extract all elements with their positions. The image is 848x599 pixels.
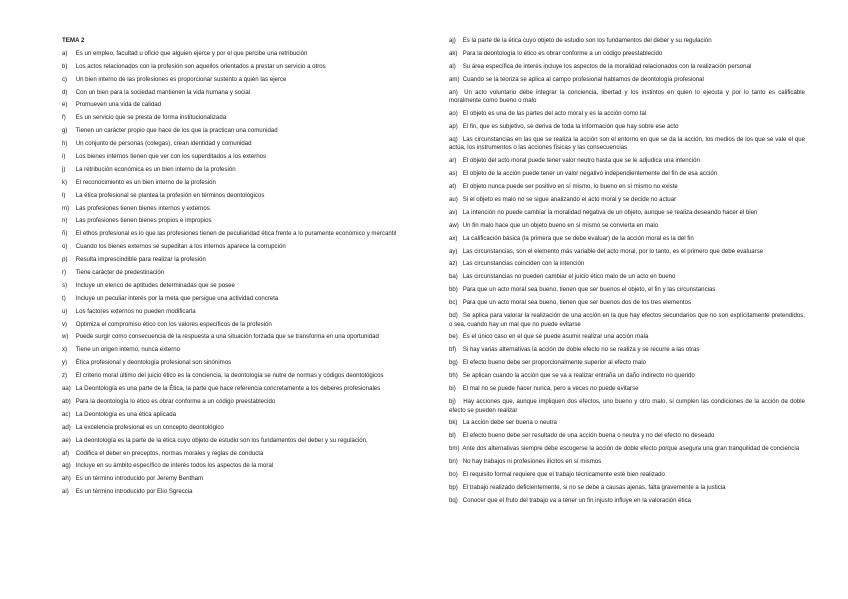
statement-item	[449, 333, 805, 342]
statement-label: bn)	[449, 458, 458, 466]
statement-item	[449, 260, 805, 269]
statement-label: ad)	[62, 423, 71, 431]
statement-item	[62, 385, 418, 394]
statement-label: bd)	[449, 312, 458, 319]
statement-label: bq)	[449, 496, 458, 504]
statement-text: Incluye un elenco de aptitudes determinadas que se posee	[75, 281, 235, 289]
statement-item	[449, 63, 805, 72]
statement-label: j)	[62, 165, 66, 173]
statement-text: Optimiza el compromiso ético con los valores específicos de la profesión	[75, 320, 272, 328]
statement-label: y)	[62, 359, 68, 367]
statement-item	[62, 76, 418, 85]
statement-text: Un fin malo hace que un objeto bueno en sí mismo se convierta en malo	[462, 221, 659, 229]
statement-item	[62, 50, 418, 59]
statement-text: Se aplican cuando la acción que se va a realizar entraña un daño indirecto no querido	[462, 372, 695, 380]
statement-label: z)	[62, 372, 68, 380]
statement-item	[449, 419, 805, 428]
statement-label: aq)	[449, 135, 458, 143]
statement-text: Puede surgir como consecuencia de la respuesta a una situación forzada que se transforma en una oportunidad	[75, 333, 379, 341]
statement-label: p)	[62, 256, 68, 264]
statement-text: El efecto bueno debe ser resultado de una acción buena o neutra y no del efecto no deseado	[462, 432, 715, 440]
statement-item	[62, 256, 418, 265]
statement-label: ap)	[449, 122, 458, 130]
statement-text: Cuando los bienes externos se supeditan a los internos aparece la corrupción	[75, 243, 286, 251]
statement-text: Las circunstancias coinciden con la intención	[462, 260, 585, 268]
statement-label: ax)	[449, 234, 458, 242]
statement-text: Si el objeto es malo no se sigue analizando el acto moral y se decide no actuar	[462, 195, 677, 203]
right-column	[449, 37, 805, 510]
statement-label: as)	[449, 170, 458, 178]
statement-item	[449, 299, 805, 308]
statement-label: e)	[62, 101, 68, 109]
statement-text: El efecto bueno debe ser proporcionalmente superior al efecto malo	[462, 359, 646, 367]
statement-item	[449, 273, 805, 282]
statement-label: a)	[62, 49, 68, 57]
statement-label: af)	[62, 449, 70, 457]
statement-text: Las circunstancias en las que se realiza la acción son el entorno en que se da la acción, los medios de los que se vale el que actúa, los instrumentos o las acciones físicas y las consecuencias	[449, 135, 805, 152]
statement-item	[62, 488, 418, 497]
statement-text: El objeto nunca puede ser positivo en sí mismo, lo bueno en sí mismo no existe	[462, 183, 678, 191]
statement-text: Si hay varias alternativas la acción de doble efecto no se realiza y se recurre a las otras	[462, 346, 700, 354]
statement-item	[62, 398, 418, 407]
statement-item	[449, 235, 805, 244]
statement-item	[62, 346, 418, 355]
statement-item	[62, 333, 418, 342]
statement-item	[449, 286, 805, 295]
statement-text: Las circunstancias no pueden cambiar el juicio ético malo de un acto en bueno	[462, 273, 676, 281]
statement-text: Es un término introducido por Elio Sgreccia	[75, 488, 193, 496]
statement-text: No hay trabajos ni profesiones ilícitos en sí mismos	[462, 458, 602, 466]
statement-label: ay)	[449, 247, 458, 255]
statement-item	[449, 37, 805, 46]
statement-text: Los bienes internos tienen que ver con los superditados a los externos	[75, 153, 267, 161]
statement-item	[62, 308, 418, 317]
right-question-list	[449, 37, 805, 505]
statement-text: Cuando se la teoriza se aplica al campo profesional hablamos de deontología profesional	[462, 75, 704, 83]
statement-label: h)	[62, 140, 68, 148]
statement-text: Tiene un origen interno, nunca externo	[75, 346, 181, 354]
statement-text: Ante dos alternativas siempre debe escogerse la acción de doble efecto porque asegura una gran tranquilidad de conciencia	[462, 445, 800, 453]
statement-label: au)	[449, 195, 458, 203]
statement-item	[449, 136, 805, 153]
statement-label: d)	[62, 88, 68, 96]
statement-item	[62, 153, 418, 162]
statement-text: Es la parte de la ética cuyo objeto de estudio son los fundamentos del deber y su regulación	[462, 37, 712, 44]
statement-item	[62, 411, 418, 420]
statement-item	[449, 170, 805, 179]
statement-item	[449, 89, 805, 106]
statement-text: Tiene carácter de predestinación	[75, 269, 165, 277]
statement-item	[449, 312, 805, 329]
statement-label: bf)	[449, 346, 457, 354]
statement-label: b)	[62, 62, 68, 70]
statement-item	[449, 110, 805, 119]
statement-item	[62, 101, 418, 110]
left-column	[62, 37, 418, 501]
statement-item	[62, 127, 418, 136]
statement-label: bj)	[449, 397, 456, 405]
statement-text: El objeto es una de las partes del acto moral y es la acción como tal	[462, 110, 647, 118]
statement-text: Los actos relacionados con la profesión son aquellos orientados a prestar un servicio a otros	[75, 62, 326, 70]
statement-item	[62, 359, 418, 368]
statement-text: Ética profesional y deontología profesional son sinónimos	[75, 359, 232, 367]
statement-label: f)	[62, 114, 66, 122]
statement-item	[449, 50, 805, 59]
statement-item	[62, 166, 418, 175]
statement-label: w)	[62, 333, 69, 341]
statement-item	[62, 205, 418, 214]
statement-label: i)	[62, 153, 66, 161]
statement-item	[449, 385, 805, 394]
statement-label: ba)	[449, 273, 458, 281]
statement-text: Es el único caso en el que se puede asumir realizar una acción mala	[462, 333, 649, 341]
statement-item	[62, 243, 418, 252]
statement-item	[449, 445, 805, 454]
statement-item	[62, 217, 418, 226]
statement-text: Se aplica para valorar la realización de una acción en la que hay efectos secundarios que no son explícitamente pretendidos, o sea, cuando hay un mal que no puede evitarse	[449, 312, 805, 328]
statement-label: aj)	[449, 37, 456, 44]
statement-text: Un acto voluntario debe integrar la conciencia, libertad y los instintos en quien lo ejecuta y por lo tanto es calificable moralmente como bueno o malo	[449, 88, 805, 105]
statement-text: La Deontología es una parte de la Ética, la parte que hace referencia concretamente a los deberes profesionales	[75, 385, 381, 393]
statement-item	[449, 346, 805, 355]
statement-label: bb)	[449, 286, 458, 294]
statement-item	[62, 282, 418, 291]
statement-label: bi)	[449, 385, 456, 393]
statement-text: La deontología es la parte de la ética cuyo objeto de estudio son los fundamentos del deber y su regulación.	[75, 436, 368, 444]
statement-item	[62, 63, 418, 72]
statement-item	[62, 140, 418, 149]
statement-label: bc)	[449, 299, 458, 307]
statement-text: Las profesiones tienen bienes propios e impropios	[75, 217, 212, 225]
statement-text: El requisito formal requiere que el trabajo técnicamente esté bien realizado	[462, 470, 665, 478]
statement-text: El objeto del acto moral puede tener valor neutro hasta que se le adjudica una intención	[462, 157, 700, 165]
statement-text: Promueven una vida de calidad	[75, 101, 162, 109]
statement-item	[62, 321, 418, 330]
statement-label: am)	[449, 75, 460, 83]
statement-label: bk)	[449, 419, 458, 427]
statement-item	[449, 183, 805, 192]
statement-item	[449, 372, 805, 381]
statement-label: bh)	[449, 372, 458, 380]
statement-text: Para que un acto moral sea bueno, tienen que ser buenos dos de los tres elementos	[462, 299, 692, 307]
statement-text: Un bien interno de las profesiones es proporcionar sustento a quién las ejerce	[75, 75, 287, 83]
statement-item	[62, 295, 418, 304]
statement-text: El objeto de la acción puede tener un valor negativo independientemente del fin de esa acción	[462, 170, 718, 178]
left-question-list	[62, 50, 418, 497]
statement-label: ag)	[62, 462, 71, 470]
statement-item	[62, 179, 418, 188]
statement-label: bl)	[449, 432, 456, 440]
statement-item	[62, 89, 418, 98]
statement-text: La calificación básica (la primera que se debe evaluar) de la acción moral es la del fin	[462, 234, 694, 242]
statement-item	[62, 437, 418, 446]
statement-label: bo)	[449, 470, 458, 478]
statement-text: El fin, que es subjetivo, se deriva de toda la información que hay sobre ese acto	[462, 122, 679, 130]
statement-text: El criterio moral último del juicio ético es la conciencia, la deontología se nutre de normas y códigos deontológicos	[75, 372, 384, 380]
statement-label: bp)	[449, 483, 458, 491]
statement-item	[449, 123, 805, 132]
statement-label: aa)	[62, 385, 71, 393]
statement-text: Un conjunto de personas (colegas), crean identidad y comunidad	[75, 140, 252, 148]
statement-text: El ethos profesional es lo que las profesiones tienen de peculiaridad ética frente a lo puramente económico y mercantil	[75, 230, 397, 238]
statement-item	[62, 372, 418, 381]
statement-label: be)	[449, 333, 458, 341]
statement-item	[449, 458, 805, 467]
statement-text: La retribución económica es un bien interno de la profesión	[75, 165, 236, 173]
statement-text: Incluye en su ámbito específico de interés todos los aspectos de la moral	[75, 462, 274, 470]
statement-item	[449, 359, 805, 368]
statement-item	[449, 209, 805, 218]
statement-item	[449, 76, 805, 85]
statement-label: l)	[62, 191, 66, 199]
statement-text: Para la deontología lo ético es obrar conforme a un código preestablecido	[462, 49, 663, 57]
statement-label: t)	[62, 294, 66, 302]
statement-item	[449, 157, 805, 166]
statement-item	[449, 471, 805, 480]
document-title: TEMA 2	[62, 37, 85, 44]
statement-label: bm)	[449, 445, 460, 453]
statement-label: ao)	[449, 110, 458, 118]
statement-item	[62, 192, 418, 201]
statement-text: Es un empleo, facultad u oficio que alguien ejerce y por el que percibe una retribución	[75, 49, 308, 57]
statement-label: ae)	[62, 436, 71, 444]
statement-item	[62, 475, 418, 484]
statement-label: aw)	[449, 221, 459, 229]
statement-text: Para la deontología lo ético es obrar conforme a un código preestablecido	[75, 397, 276, 405]
statement-text: Las circunstancias, son el elemento más variable del acto moral, por lo tanto, es el primero que debe evaluarse	[462, 247, 764, 255]
statement-text: Codifica el deber en preceptos, normas morales y reglas de conducta	[75, 449, 264, 457]
statement-text: Es un término introducido por Jeremy Bentham	[75, 475, 204, 483]
statement-text: Es un servicio que se presta de forma institucionalizada	[75, 114, 227, 122]
statement-item	[449, 196, 805, 205]
statement-label: az)	[449, 260, 458, 268]
statement-item	[449, 484, 805, 493]
statement-text: Su área específica de interés incluye los aspectos de la moralidad relacionados con la realización personal	[462, 62, 752, 70]
statement-item	[449, 222, 805, 231]
statement-label: al)	[449, 62, 456, 70]
statement-text: Con un bien para la sociedad mantienen la vida humana y social	[75, 88, 251, 96]
statement-text: Tienen un carácter propio que hace de los que la practican una comunidad	[75, 127, 278, 135]
statement-label: v)	[62, 320, 68, 328]
statement-label: an)	[449, 88, 458, 96]
statement-text: El trabajo realizado deficientemente, si no se debe a causas ajenas, falta gravemente a la justicia	[462, 483, 726, 491]
statement-label: n)	[62, 217, 68, 225]
statement-text: La Deontología es una ética aplicada	[75, 410, 176, 418]
statement-label: c)	[62, 75, 68, 83]
statement-item	[62, 230, 418, 239]
statement-label: o)	[62, 243, 68, 251]
statement-item	[62, 462, 418, 471]
statement-item	[62, 269, 418, 278]
statement-label: at)	[449, 183, 457, 191]
statement-text: La intención no puede cambiar la moralidad negativa de un objeto, aunque se realiza deseando hacer el bien	[462, 208, 758, 216]
statement-item	[62, 424, 418, 433]
statement-item	[62, 450, 418, 459]
statement-label: ak)	[449, 49, 458, 57]
statement-label: bg)	[449, 359, 458, 367]
statement-label: s)	[62, 281, 68, 289]
statement-text: Las profesiones tienen bienes internos y externos	[75, 204, 210, 212]
statement-item	[62, 114, 418, 123]
statement-label: av)	[449, 208, 458, 216]
statement-item	[449, 398, 805, 415]
statement-label: ar)	[449, 157, 457, 165]
statement-label: k)	[62, 178, 68, 186]
statement-text: La ética profesional se plantea la profesión en términos deontológicos	[75, 191, 265, 199]
statement-text: Para que un acto moral sea bueno, tienen que ser buenos el objeto, el fin y las circunstancias	[462, 286, 716, 294]
statement-label: ab)	[62, 397, 71, 405]
statement-text: Incluye un peculiar interés por la meta que persigue una actividad concreta	[75, 294, 279, 302]
statement-label: ai)	[62, 488, 69, 496]
statement-text: El mal no se puede hacer nunca, pero a veces no puede evitarse	[462, 385, 639, 393]
statement-label: g)	[62, 127, 68, 135]
statement-label: x)	[62, 346, 68, 354]
statement-text: La acción debe ser buena o neutra	[462, 419, 557, 427]
statement-label: m)	[62, 204, 70, 212]
statement-label: r)	[62, 269, 67, 277]
statement-text: Los factores externos no pueden modificarla	[75, 307, 196, 315]
statement-text: Resulta imprescindible para realizar la profesión	[75, 256, 206, 264]
statement-item	[449, 497, 805, 506]
statement-text: La excelencia profesional es un concepto deontológico	[75, 423, 224, 431]
statement-text: Conocer que el fruto del trabajo va a tener un fin injusto influye en la valoración ética	[462, 496, 692, 504]
statement-item	[449, 248, 805, 257]
statement-text: Hay acciones que, aunque impliquen dos efectos, uno bueno y otro malo, si cumplen las condiciones de la acción de doble efecto se pueden realizar	[449, 397, 805, 414]
statement-label: u)	[62, 307, 68, 315]
statement-label: ac)	[62, 410, 71, 418]
statement-label: ah)	[62, 475, 71, 483]
statement-text: El reconocimiento es un bien interno de la profesión	[75, 178, 216, 186]
statement-label: ñ)	[62, 230, 68, 238]
statement-item	[449, 432, 805, 441]
